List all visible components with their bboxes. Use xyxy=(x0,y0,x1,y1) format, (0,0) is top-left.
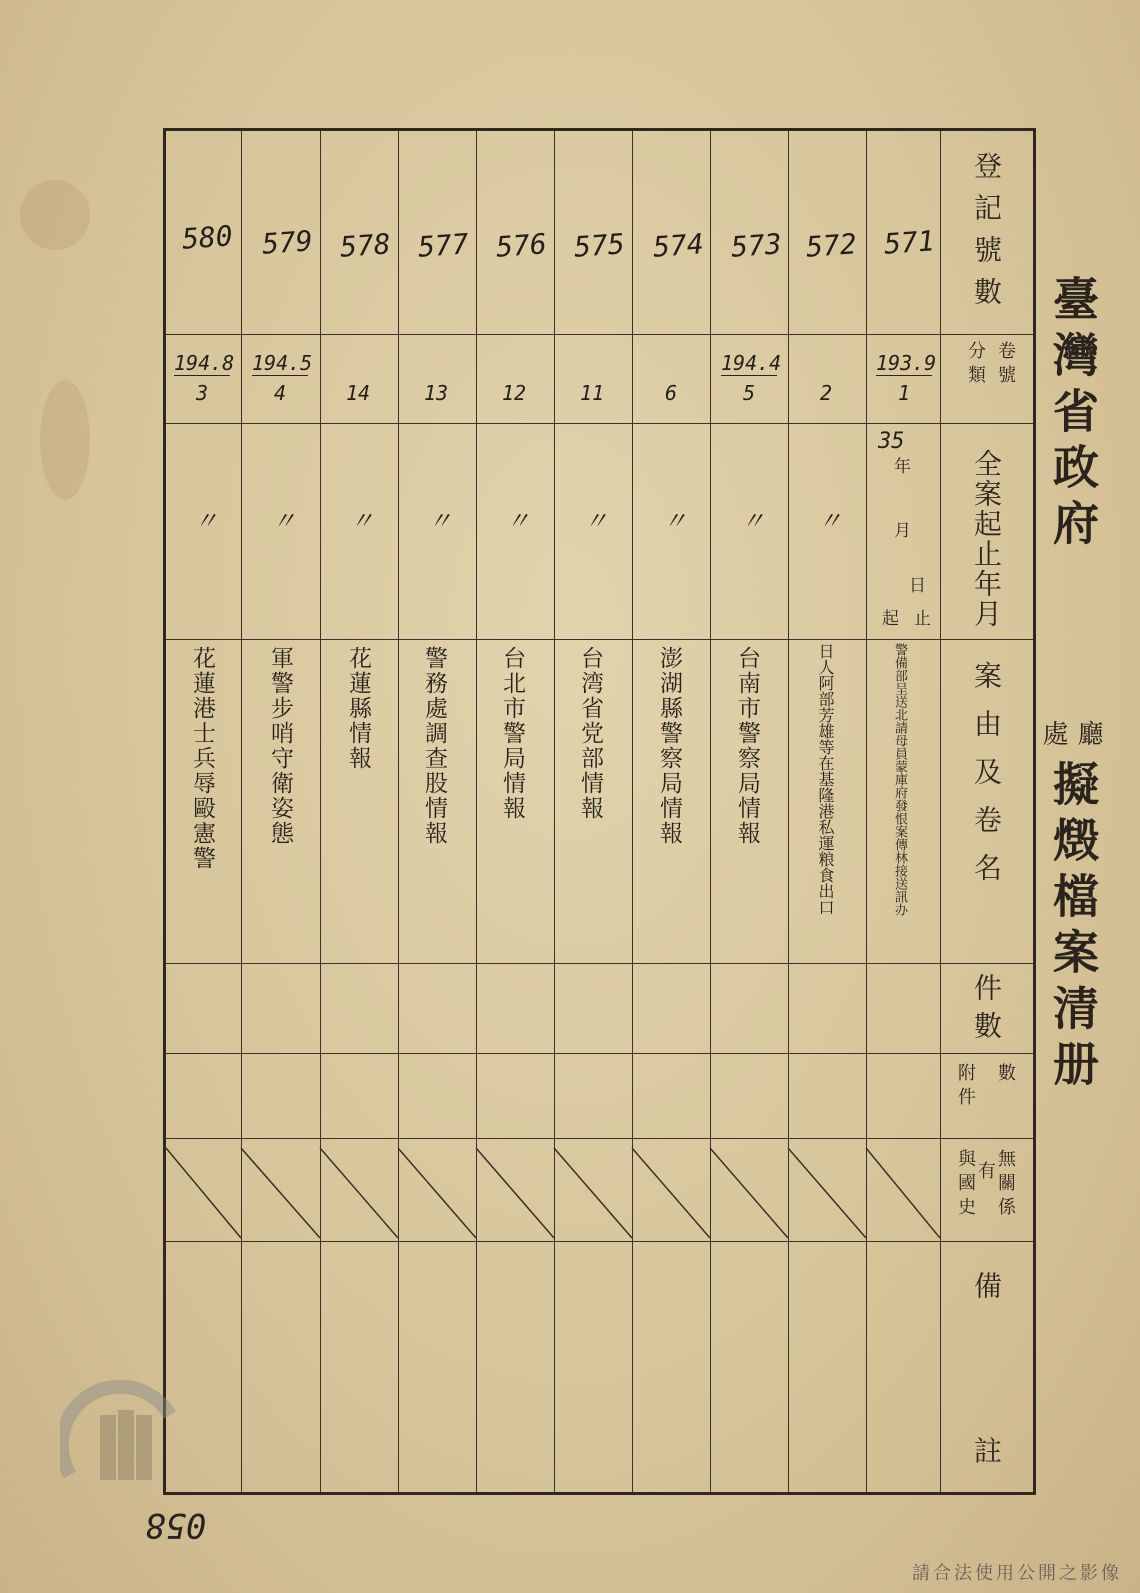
entry-volume-top: 194.4 xyxy=(721,351,782,375)
archive-logo-icon xyxy=(60,1375,180,1495)
document-subtitle: 擬燬檔案清册 xyxy=(1046,760,1100,1096)
header-remarks-1: 備 xyxy=(970,1271,1003,1313)
header-subject: 案由及卷名 xyxy=(970,661,1003,901)
register-form xyxy=(163,128,1036,1495)
entry-date-ditto: 〃 xyxy=(663,507,687,535)
header-attachment-count: 數 xyxy=(995,1063,1016,1087)
office-label-ting: 廳 xyxy=(1073,720,1103,746)
page-number: 058 xyxy=(145,1505,207,1545)
column-divider xyxy=(788,131,789,1492)
entry-month-label: 月 xyxy=(890,521,910,538)
entry-year-label: 年 xyxy=(890,457,910,474)
column-divider xyxy=(710,131,711,1492)
header-volume-number: 卷號 xyxy=(995,341,1016,389)
entry-reg-number: 578 xyxy=(338,227,392,264)
paper-stain xyxy=(40,380,90,500)
header-history-relation: 無關係 xyxy=(995,1149,1016,1221)
entry-volume-top: 194.5 xyxy=(252,351,313,375)
history-row-strikes xyxy=(166,1138,940,1241)
entry-subject: 澎湖縣警察局情報 xyxy=(656,646,682,846)
entry-volume-bottom: 5 xyxy=(742,381,756,405)
entry-reg-number: 574 xyxy=(651,227,705,264)
entry-year-number: 35 xyxy=(878,429,905,454)
entry-volume-bottom: 11 xyxy=(579,381,605,405)
entry-volume-bottom: 12 xyxy=(501,381,527,405)
entry-subject: 花蓮港士兵辱毆憲警 xyxy=(189,646,215,871)
header-registration-number: 登記號數 xyxy=(970,151,1003,319)
column-divider xyxy=(940,131,941,1492)
column-divider xyxy=(632,131,633,1492)
entry-subject: 台北市警局情報 xyxy=(499,646,525,821)
entry-volume-top: 193.9 xyxy=(876,351,937,375)
header-count: 件數 xyxy=(970,973,1003,1049)
entry-reg-number: 576 xyxy=(494,227,548,264)
header-history-has: 有 xyxy=(975,1161,996,1185)
column-divider xyxy=(866,131,867,1492)
header-remarks-2: 註 xyxy=(970,1436,1003,1478)
entry-reg-number: 580 xyxy=(180,219,234,256)
header-classification: 分類 xyxy=(965,341,986,389)
entry-reg-number: 577 xyxy=(416,227,470,264)
row-divider xyxy=(166,1053,1033,1054)
office-label-chu: 處 xyxy=(1038,720,1068,746)
entry-subject: 軍警步哨守衛姿態 xyxy=(267,646,293,846)
usage-notice: 請合法使用公開之影像 xyxy=(912,1563,1122,1584)
entry-volume-top: 194.8 xyxy=(174,351,235,375)
entry-day-label: 日 xyxy=(905,576,925,593)
column-divider xyxy=(320,131,321,1492)
header-attachment: 附件 xyxy=(955,1063,976,1111)
header-date-range: 全案起止年月 xyxy=(970,449,1003,629)
column-divider xyxy=(476,131,477,1492)
entry-date-ditto: 〃 xyxy=(428,507,452,535)
entry-volume-bottom: 6 xyxy=(664,381,678,405)
entry-date-ditto: 〃 xyxy=(194,507,218,535)
entry-subject: 台湾省党部情報 xyxy=(577,646,603,821)
row-divider xyxy=(166,334,1033,335)
entry-volume-bottom: 13 xyxy=(423,381,449,405)
row-divider xyxy=(166,963,1033,964)
entry-reg-number: 575 xyxy=(572,227,626,264)
entry-date-ditto: 〃 xyxy=(506,507,530,535)
entry-volume-bottom: 2 xyxy=(819,381,833,405)
column-divider xyxy=(241,131,242,1492)
entry-date-ditto: 〃 xyxy=(350,507,374,535)
document-title: 臺灣省政府 xyxy=(1046,275,1100,555)
entry-volume-bottom: 3 xyxy=(195,381,209,405)
row-divider xyxy=(166,1241,1033,1242)
entry-volume-bottom: 14 xyxy=(345,381,371,405)
header-national-history: 與國史 xyxy=(955,1149,976,1221)
entry-reg-number: 571 xyxy=(882,224,936,261)
entry-end-label: 止 xyxy=(910,609,930,626)
entry-subject: 台南市警察局情報 xyxy=(734,646,760,846)
entry-subject: 花蓮縣情報 xyxy=(345,646,371,771)
entry-volume-bottom: 1 xyxy=(897,381,911,405)
paper-stain xyxy=(20,180,90,250)
entry-reg-number: 573 xyxy=(729,227,783,264)
entry-subject: 警務處調查股情報 xyxy=(421,646,447,846)
entry-reg-number: 572 xyxy=(804,227,858,264)
entry-date-ditto: 〃 xyxy=(584,507,608,535)
entry-subject: 日人阿部芳雄等在基隆港私運粮食出口 xyxy=(816,643,835,915)
entry-date-ditto: 〃 xyxy=(272,507,296,535)
entry-reg-number: 579 xyxy=(260,224,314,261)
entry-subject: 警備部呈送北請母員蒙庫府發恨案傳林接送訊办 xyxy=(892,643,907,916)
entry-date-ditto: 〃 xyxy=(818,507,842,535)
row-divider xyxy=(166,423,1033,424)
row-divider xyxy=(166,639,1033,640)
entry-date-ditto: 〃 xyxy=(741,507,765,535)
entry-start-label: 起 xyxy=(878,609,898,626)
entry-volume-bottom: 4 xyxy=(273,381,287,405)
column-divider xyxy=(554,131,555,1492)
column-divider xyxy=(398,131,399,1492)
